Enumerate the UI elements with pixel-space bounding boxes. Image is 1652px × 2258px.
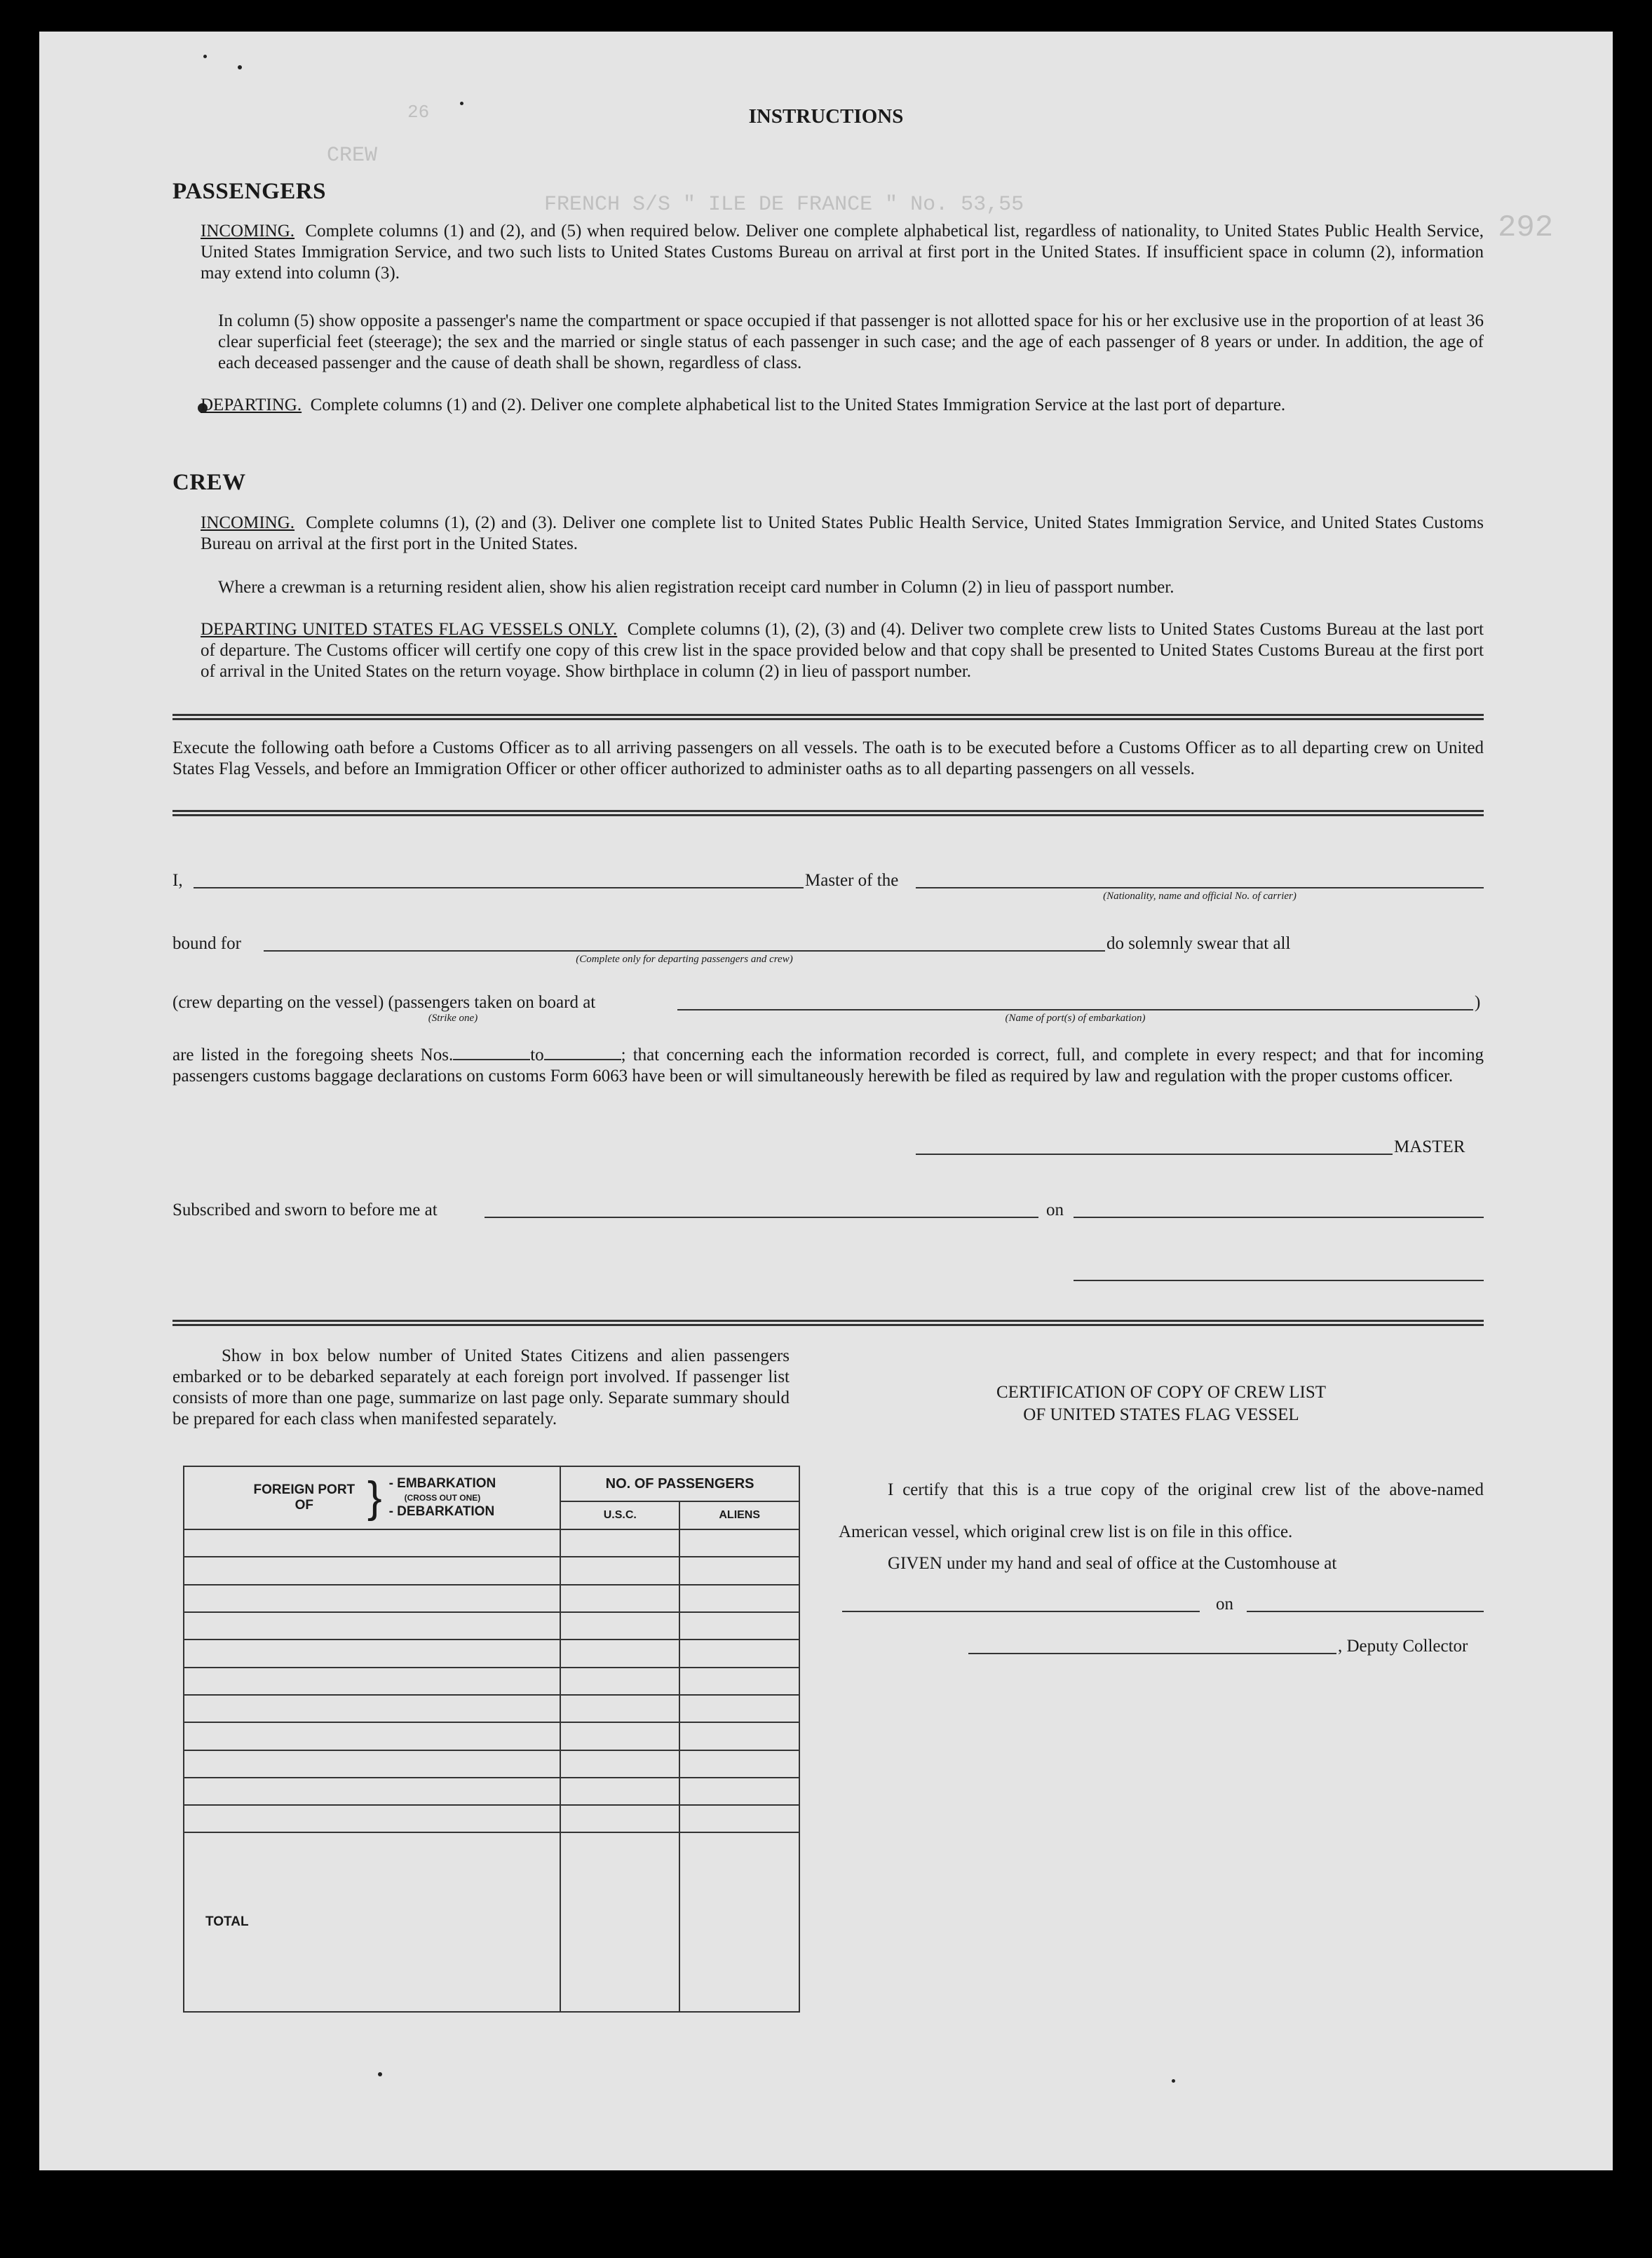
- sworn-place-field[interactable]: [485, 1217, 1038, 1218]
- bleed-crew-word: CREW: [327, 144, 378, 168]
- ports-note: (Name of port(s) of embarkation): [1005, 1013, 1146, 1024]
- passenger-summary-table: [183, 1466, 800, 2013]
- sworn-on-label: on: [1046, 1201, 1064, 1219]
- table-row: [184, 1557, 799, 1584]
- bleed-stamp: 292: [1498, 210, 1554, 245]
- aliens-cell[interactable]: [679, 1529, 799, 1557]
- usc-cell[interactable]: [560, 1778, 679, 1805]
- divider: [172, 714, 1484, 720]
- divider: [172, 810, 1484, 816]
- table-row: [184, 1805, 799, 1832]
- master-name-field[interactable]: [194, 887, 804, 888]
- port-cell[interactable]: [184, 1805, 560, 1832]
- speck: [203, 55, 207, 58]
- given-text: GIVEN under my hand and seal of office at the Customhouse at: [888, 1554, 1337, 1573]
- port-header: [184, 1466, 560, 1529]
- aliens-total-cell[interactable]: [679, 1832, 799, 2012]
- certification-title: [839, 1381, 1484, 1426]
- crew-incoming-paragraph: [201, 513, 1484, 555]
- passengers-heading: PASSENGERS: [172, 179, 326, 204]
- page-title: INSTRUCTIONS: [748, 105, 904, 128]
- oath-intro: Execute the following oath before a Customs Officer as to all arriving passengers on all vessels. The oath is to be executed before a Customs Officer as to all departing crew on United States Flag Vessels, and before an Immigration Officer or other officer authorized to administer oaths as to all departing passengers on all vessels.: [172, 738, 1484, 778]
- usc-cell[interactable]: [560, 1529, 679, 1557]
- aliens-cell[interactable]: [679, 1778, 799, 1805]
- passengers-departing-paragraph: [201, 395, 1484, 416]
- bleed-page-mark: 26: [407, 102, 430, 123]
- carrier-field[interactable]: [916, 887, 1484, 888]
- sworn-date-field[interactable]: [1074, 1217, 1484, 1218]
- usc-cell[interactable]: [560, 1640, 679, 1667]
- table-row: [184, 1695, 799, 1722]
- port-cell[interactable]: [184, 1640, 560, 1667]
- table-row: [184, 1585, 799, 1612]
- usc-header: U.S.C.: [560, 1501, 679, 1529]
- crew-passengers-label: (crew departing on the vessel) (passengers taken on board at: [172, 993, 596, 1012]
- master-signature-field[interactable]: [916, 1154, 1393, 1155]
- complete-note: (Complete only for departing passengers and crew): [576, 954, 793, 965]
- do-swear-label: do solemnly swear that all: [1106, 934, 1291, 953]
- port-cell[interactable]: [184, 1722, 560, 1750]
- summary-instructions: Show in box below number of United States Citizens and alien passengers embarked or to be debarked separately at each foreign port involved. If passenger list consists of more than one page, summarize on last page only. Separate summary should be prepared for each class when manifested separately.: [172, 1346, 790, 1428]
- speck: [378, 2072, 382, 2076]
- port-cell[interactable]: [184, 1585, 560, 1612]
- port-cell[interactable]: [184, 1668, 560, 1695]
- passengers-incoming-paragraph: [201, 221, 1484, 284]
- port-cell[interactable]: [184, 1529, 560, 1557]
- table-row: [184, 1668, 799, 1695]
- listed-text-b: ; that concerning each the information recorded is correct, full, and complete in every respect; and that for incoming passengers customs baggage declarations on customs Form 6063 have been or will simultaneously herewith be filed as required by law and regulation with the proper customs officer.: [172, 1046, 1484, 1086]
- cert-on-label: on: [1216, 1595, 1233, 1614]
- aliens-header: ALIENS: [679, 1501, 799, 1529]
- table-row: [184, 1778, 799, 1805]
- table-row: [184, 1529, 799, 1557]
- brace: }: [367, 1473, 382, 1522]
- master-label: MASTER: [1394, 1137, 1465, 1156]
- usc-cell[interactable]: [560, 1805, 679, 1832]
- strike-note: (Strike one): [428, 1013, 478, 1024]
- deputy-collector-label: , Deputy Collector: [1338, 1637, 1468, 1656]
- embarkation-ports-field[interactable]: [677, 1009, 1473, 1010]
- passengers-incoming-text: Complete columns (1) and (2), and (5) when required below. Deliver one complete alphabetical list, regardless of nationality, to United States Public Health Service, United States Immigration Service, and two such lists to United States Customs Bureau on arrival at first port in the United States. If insufficient space in column (2), information may extend into column (3).: [201, 222, 1484, 283]
- crew-departing-paragraph: [201, 619, 1484, 682]
- passengers-column5-paragraph: In column (5) show opposite a passenger's name the compartment or space occupied if that passenger is not allotted space for his or her exclusive use in the proportion of at least 36 clear superficial feet (steerage); the sex and the married or single status of each passenger in such case; and the age of each passenger of 8 years or under. In addition, the age of each deceased passenger and the cause of death shall be shown, regardless of class.: [218, 311, 1484, 372]
- bound-for-label: bound for: [172, 934, 241, 953]
- listed-text-a: are listed in the foregoing sheets Nos.: [172, 1046, 454, 1064]
- aliens-cell[interactable]: [679, 1805, 799, 1832]
- table-row: [184, 1750, 799, 1778]
- sheet-to-field[interactable]: [544, 1059, 621, 1060]
- cross-out-note: (CROSS OUT ONE): [404, 1493, 481, 1503]
- bleed-vessel-line: FRENCH S/S " ILE DE FRANCE " No. 53,55: [544, 193, 1024, 217]
- usc-cell[interactable]: [560, 1585, 679, 1612]
- listed-paragraph: [172, 1045, 1484, 1087]
- table-row: [184, 1722, 799, 1750]
- no-passengers-header: NO. OF PASSENGERS: [560, 1466, 799, 1501]
- crew-incoming-text: Complete columns (1), (2) and (3). Deliver one complete list to United States Public Health Service, United States Immigration Service, and United States Customs Bureau on arrival at the first port in the United States.: [201, 513, 1484, 553]
- crew-departing-label: DEPARTING UNITED STATES FLAG VESSELS ONLY.: [201, 620, 618, 639]
- crew-departing-text: Complete columns (1), (2), (3) and (4). Deliver two complete crew lists to United States Customs Bureau at the last port of departure. The Customs officer will certify one copy of this crew list in the space provided below and that copy shall be presented to United States Customs Bureau at the first port of arrival in the United States on the return voyage. Show birthplace in column (2) in lieu of passport number.: [201, 620, 1484, 681]
- certification-title-line1: CERTIFICATION OF COPY OF CREW LIST: [996, 1383, 1327, 1402]
- crew-resident-paragraph: Where a crewman is a returning resident alien, show his alien registration receipt card number in Column (2) in lieu of passport number.: [218, 578, 1174, 597]
- speck: [1172, 2079, 1175, 2083]
- aliens-cell[interactable]: [679, 1557, 799, 1584]
- crew-heading: CREW: [172, 470, 246, 495]
- sheet-from-field[interactable]: [453, 1059, 530, 1060]
- usc-cell[interactable]: [560, 1668, 679, 1695]
- aliens-cell[interactable]: [679, 1585, 799, 1612]
- deputy-signature-field[interactable]: [968, 1653, 1336, 1654]
- master-of-the-label: Master of the: [805, 871, 899, 890]
- usc-total-cell[interactable]: [560, 1832, 679, 2012]
- officer-signature-field[interactable]: [1074, 1280, 1484, 1281]
- listed-to-label: to: [530, 1046, 544, 1064]
- usc-cell[interactable]: [560, 1557, 679, 1584]
- certify-text: I certify that this is a true copy of the original crew list of the above-named American vessel, which original crew list is on file in this office.: [839, 1480, 1484, 1541]
- speck: [238, 65, 242, 69]
- aliens-cell[interactable]: [679, 1722, 799, 1750]
- aliens-cell[interactable]: [679, 1750, 799, 1778]
- usc-cell[interactable]: [560, 1750, 679, 1778]
- form-sheet: [39, 32, 1613, 2170]
- speck: [460, 102, 463, 105]
- embarkation-label: - EMBARKATION: [388, 1476, 496, 1491]
- port-cell[interactable]: [184, 1750, 560, 1778]
- port-cell[interactable]: [184, 1695, 560, 1722]
- port-cell[interactable]: [184, 1778, 560, 1805]
- port-cell[interactable]: [184, 1612, 560, 1640]
- bound-for-field[interactable]: [264, 950, 1105, 952]
- customhouse-field[interactable]: [842, 1611, 1200, 1612]
- cert-date-field[interactable]: [1247, 1611, 1484, 1612]
- passengers-departing-label: DEPARTING.: [201, 396, 302, 414]
- port-cell[interactable]: [184, 1557, 560, 1584]
- oath-i-label: I,: [172, 871, 183, 890]
- usc-cell[interactable]: [560, 1695, 679, 1722]
- passengers-incoming-label: INCOMING.: [201, 222, 295, 241]
- aliens-cell[interactable]: [679, 1668, 799, 1695]
- certification-title-line2: OF UNITED STATES FLAG VESSEL: [1023, 1405, 1299, 1424]
- usc-cell[interactable]: [560, 1612, 679, 1640]
- usc-cell[interactable]: [560, 1722, 679, 1750]
- table-row-total: [184, 1832, 799, 2012]
- close-paren: ): [1475, 993, 1481, 1012]
- table-row: [184, 1612, 799, 1640]
- total-label: TOTAL: [184, 1832, 560, 2012]
- divider: [172, 1320, 1484, 1326]
- crew-incoming-label: INCOMING.: [201, 513, 295, 532]
- passengers-departing-text: Complete columns (1) and (2). Deliver one complete alphabetical list to the United States Immigration Service at the last port of departure.: [310, 396, 1286, 414]
- aliens-cell[interactable]: [679, 1612, 799, 1640]
- debarkation-label: - DEBARKATION: [388, 1504, 495, 1519]
- table-row: [184, 1640, 799, 1667]
- subscribed-label: Subscribed and sworn to before me at: [172, 1201, 438, 1219]
- foreign-port-label: FOREIGN PORT OF: [253, 1482, 356, 1513]
- aliens-cell[interactable]: [679, 1640, 799, 1667]
- aliens-cell[interactable]: [679, 1695, 799, 1722]
- carrier-note: (Nationality, name and official No. of carrier): [1103, 891, 1296, 902]
